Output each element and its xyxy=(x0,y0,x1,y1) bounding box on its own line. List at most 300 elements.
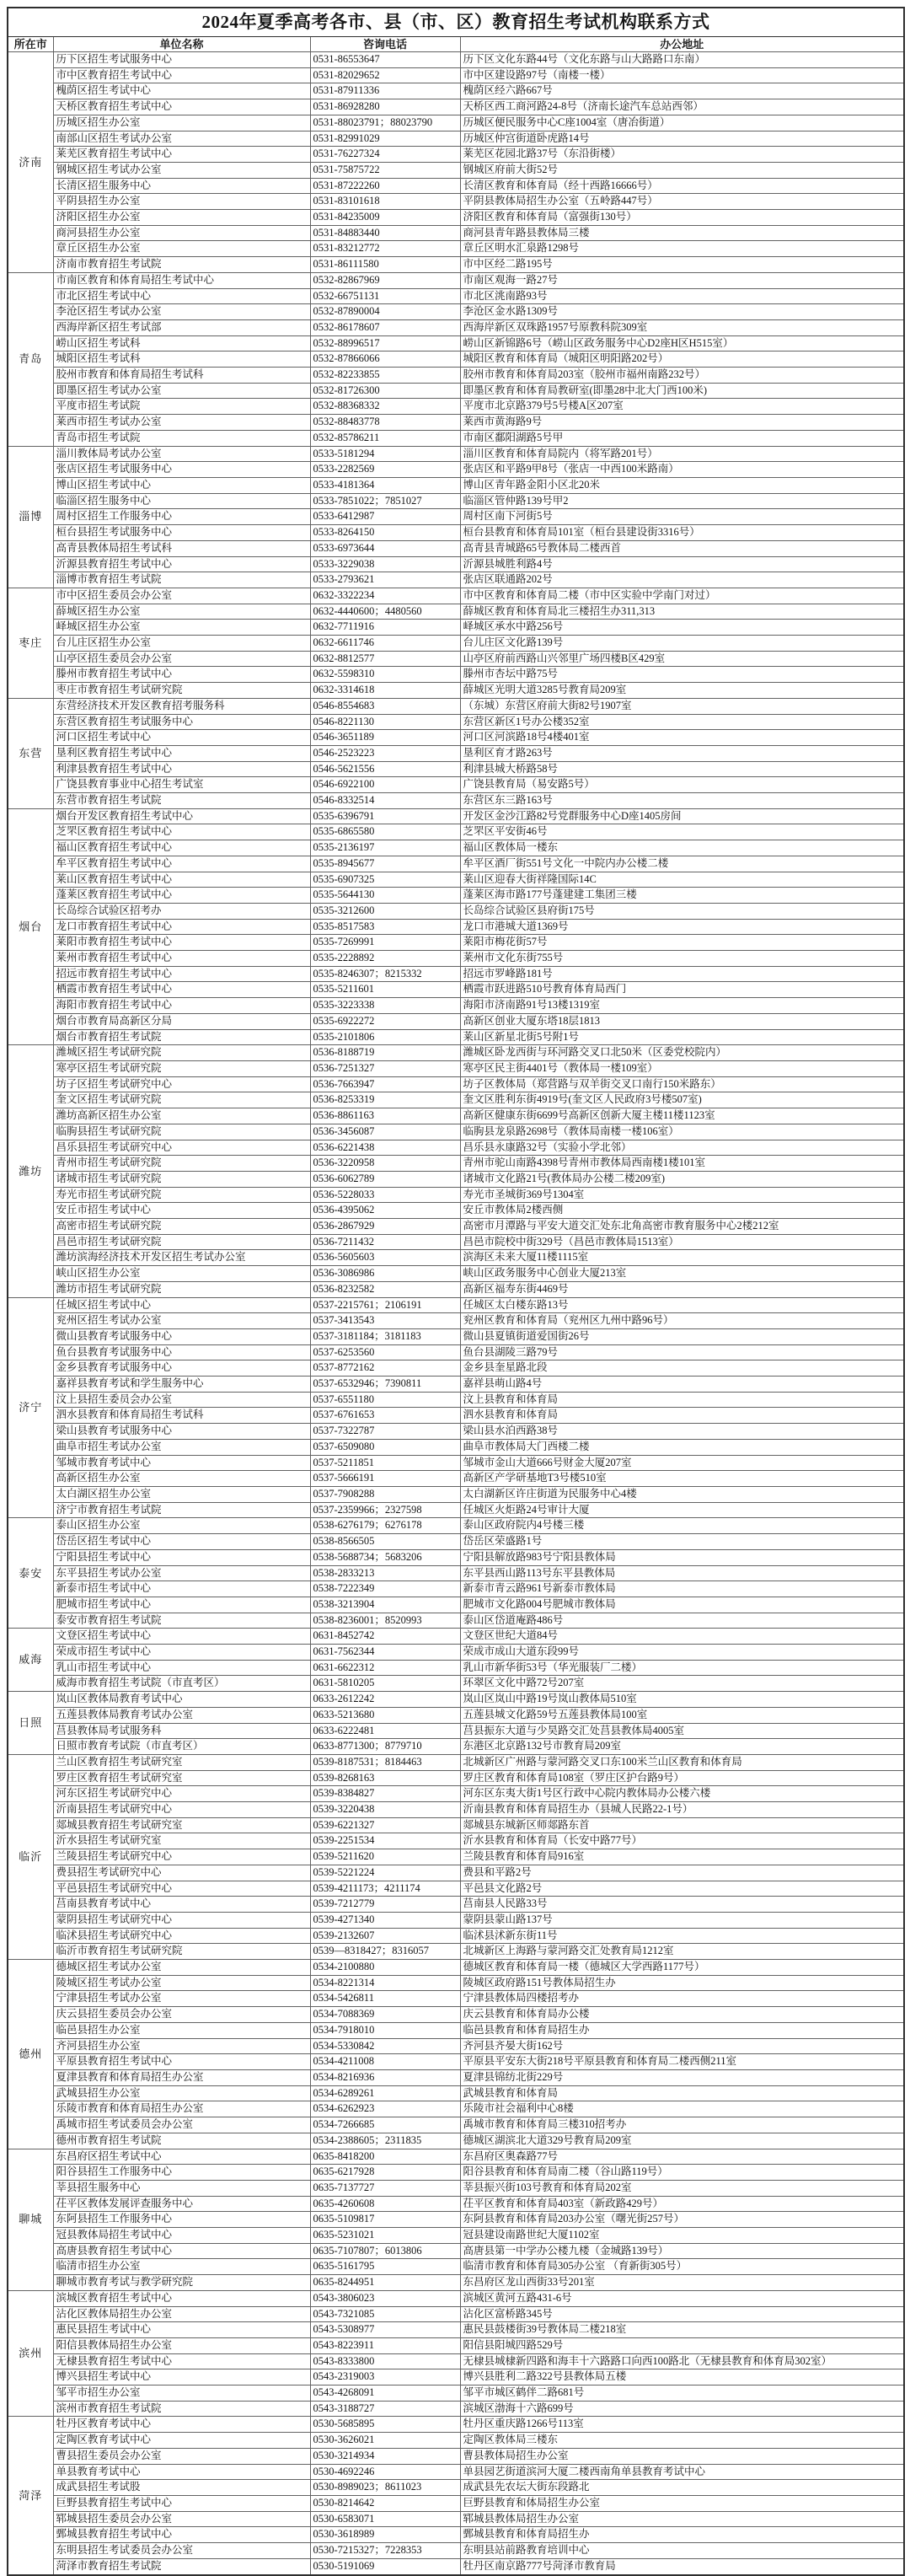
unit-cell: 河口区招生考试中心 xyxy=(53,730,310,746)
phone-cell: 0535-2101806 xyxy=(310,1029,460,1045)
phone-cell: 0635-8244951 xyxy=(310,2275,460,2291)
unit-cell: 博兴县招生考试中心 xyxy=(53,2369,310,2385)
table-row xyxy=(8,2290,904,2306)
table-row xyxy=(8,1629,904,1645)
address-cell: 坊子区教体局（郑营路与双羊街交叉口南行150米路东） xyxy=(460,1076,904,1092)
table-row xyxy=(8,194,904,210)
phone-cell: 0538-8236001；8520993 xyxy=(310,1613,460,1629)
phone-cell: 0534-6289261 xyxy=(310,2085,460,2101)
phone-cell: 0539-3220438 xyxy=(310,1802,460,1818)
unit-cell: 临沭县招生考试研究中心 xyxy=(53,1928,310,1944)
address-cell: 长岛综合试验区县府街175号 xyxy=(460,903,904,919)
address-cell: 即墨区教育和体育局教研室(即墨28中北大门西100米) xyxy=(460,383,904,399)
table-row xyxy=(8,982,904,998)
unit-cell: 新泰市招生考试中心 xyxy=(53,1581,310,1597)
address-cell: 张店区联通路202号 xyxy=(460,572,904,588)
table-row xyxy=(8,1108,904,1124)
table-row xyxy=(8,210,904,226)
table-row xyxy=(8,683,904,699)
table-row xyxy=(8,1092,904,1108)
table-row xyxy=(8,2511,904,2527)
unit-cell: 无棣县教育招生考试中心 xyxy=(53,2353,310,2369)
table-row xyxy=(8,1723,904,1739)
unit-cell: 蒙阴县招生考试研究中心 xyxy=(53,1912,310,1928)
phone-cell: 0535-5644130 xyxy=(310,888,460,904)
table-row xyxy=(8,1676,904,1692)
address-cell: 沂南县教育和体育局招生办（县城人民路22-1号） xyxy=(460,1802,904,1818)
address-cell: 滨城区黄河五路431-6号 xyxy=(460,2290,904,2306)
phone-cell: 0543-8223911 xyxy=(310,2337,460,2353)
phone-cell: 0536-8232582 xyxy=(310,1281,460,1297)
title-row xyxy=(8,8,904,37)
address-cell: 宁阳县解放路983号宁阳县教体局 xyxy=(460,1549,904,1565)
table-row xyxy=(8,903,904,919)
address-cell: 庆云县教育和体育局办公楼 xyxy=(460,2007,904,2023)
phone-cell: 0534-7266685 xyxy=(310,2117,460,2133)
phone-cell: 0535-2228892 xyxy=(310,951,460,967)
table-row xyxy=(8,509,904,525)
table-row xyxy=(8,288,904,304)
address-cell: 莱阳市梅花街57号 xyxy=(460,935,904,951)
table-row xyxy=(8,651,904,667)
address-cell: 金乡县奎星路北段 xyxy=(460,1360,904,1377)
address-cell: 历城区仲宫街道卧虎路14号 xyxy=(460,131,904,147)
address-cell: 东阿县教育和体育局203办公室（曙光街257号） xyxy=(460,2212,904,2228)
phone-cell: 0531-87911336 xyxy=(310,83,460,99)
unit-cell: 平原县教育招生考试中心 xyxy=(53,2054,310,2070)
address-cell: 茌平区教育和体育局403室（新政路429号） xyxy=(460,2196,904,2212)
phone-cell: 0530-8214642 xyxy=(310,2495,460,2511)
unit-cell: 成武县招生考试股 xyxy=(53,2480,310,2496)
phone-cell: 0533-4181364 xyxy=(310,477,460,493)
city-cell: 东营 xyxy=(8,698,53,808)
address-cell: 乳山市新华街53号（华光服装厂二楼） xyxy=(460,1660,904,1676)
unit-cell: 夏津县教育和体育局招生办公室 xyxy=(53,2070,310,2086)
unit-cell: 宁阳县招生考试中心 xyxy=(53,1549,310,1565)
address-cell: 海阳市济南路91号13楼1319室 xyxy=(460,998,904,1014)
table-row xyxy=(8,368,904,384)
phone-cell: 0539-2132607 xyxy=(310,1928,460,1944)
address-cell: 鄄城县教育和体育局招生办 xyxy=(460,2527,904,2543)
city-cell: 滨州 xyxy=(8,2290,53,2417)
table-row xyxy=(8,430,904,446)
phone-cell: 0531-84235009 xyxy=(310,210,460,226)
address-cell: 临沭县沭新东街11号 xyxy=(460,1928,904,1944)
table-row xyxy=(8,1881,904,1897)
phone-cell: 0546-2523223 xyxy=(310,745,460,761)
table-row xyxy=(8,588,904,604)
address-cell: 莱西市黄海路9号 xyxy=(460,415,904,431)
unit-cell: 芝罘区教育招生考试中心 xyxy=(53,824,310,840)
phone-cell: 0536-3086986 xyxy=(310,1266,460,1282)
address-cell: 利津县城大桥路58号 xyxy=(460,761,904,777)
table-row xyxy=(8,1565,904,1581)
table-row xyxy=(8,1297,904,1313)
phone-cell: 0537-2359966；2327598 xyxy=(310,1502,460,1518)
unit-cell: 博山区招生考试中心 xyxy=(53,477,310,493)
address-cell: 槐荫区经六路667号 xyxy=(460,83,904,99)
city-cell: 淄博 xyxy=(8,446,53,588)
table-row xyxy=(8,2417,904,2433)
table-row xyxy=(8,872,904,888)
phone-cell: 0633-8771300；8779710 xyxy=(310,1739,460,1755)
unit-cell: 济宁市教育招生考试院 xyxy=(53,1502,310,1518)
table-row xyxy=(8,1518,904,1534)
table-row xyxy=(8,1029,904,1045)
address-cell: 滕州市杏坛中路75号 xyxy=(460,667,904,683)
table-row xyxy=(8,1754,904,1770)
unit-cell: 台儿庄区招生办公室 xyxy=(53,636,310,652)
address-cell: 济阳区教育和体育局（富强街130号） xyxy=(460,210,904,226)
unit-cell: 栖霞市教育招生考试中心 xyxy=(53,982,310,998)
address-cell: 芝罘区平安街46号 xyxy=(460,824,904,840)
phone-cell: 0538-3213904 xyxy=(310,1597,460,1613)
address-cell: 台儿庄区文化路139号 xyxy=(460,636,904,652)
phone-cell: 0635-7137727 xyxy=(310,2180,460,2196)
phone-cell: 0535-8945677 xyxy=(310,856,460,872)
unit-cell: 汶上县招生委员会办公室 xyxy=(53,1392,310,1408)
phone-cell: 0632-6611746 xyxy=(310,636,460,652)
table-row xyxy=(8,399,904,415)
unit-cell: 市北区招生考试中心 xyxy=(53,288,310,304)
address-cell: 市中区经二路195号 xyxy=(460,257,904,273)
table-row xyxy=(8,178,904,194)
address-cell: 莱州市文化东街755号 xyxy=(460,951,904,967)
unit-cell: 莱芜区教育招生考试中心 xyxy=(53,147,310,163)
unit-cell: 钢城区招生考试办公室 xyxy=(53,162,310,178)
table-row xyxy=(8,2369,904,2385)
unit-cell: 定陶区教育考试中心 xyxy=(53,2433,310,2449)
phone-cell: 0535-5211601 xyxy=(310,982,460,998)
address-cell: 长清区教育和体育局（经十西路16666号） xyxy=(460,178,904,194)
unit-cell: 临朐县招生考试研究院 xyxy=(53,1124,310,1140)
unit-cell: 长清区招生服务中心 xyxy=(53,178,310,194)
phone-cell: 0536-7211432 xyxy=(310,1234,460,1250)
address-cell: 平度市北京路379号5号楼A区207室 xyxy=(460,399,904,415)
table-row xyxy=(8,1802,904,1818)
unit-cell: 岱岳区招生考试中心 xyxy=(53,1534,310,1550)
table-row xyxy=(8,1408,904,1424)
unit-cell: 菏泽市教育招生考试院 xyxy=(53,2558,310,2574)
address-cell: 博山区青年路金阳小区北20米 xyxy=(460,477,904,493)
unit-cell: 费县招生考试研究中心 xyxy=(53,1865,310,1881)
phone-cell: 0536-7663947 xyxy=(310,1076,460,1092)
unit-cell: 泗水县教育和体育局招生考试科 xyxy=(53,1408,310,1424)
unit-cell: 平邑县招生考试研究中心 xyxy=(53,1881,310,1897)
table-row xyxy=(8,966,904,982)
unit-cell: 单县教育考试中心 xyxy=(53,2464,310,2480)
unit-cell: 兰陵县招生考试研究中心 xyxy=(53,1849,310,1865)
phone-cell: 0543-4268091 xyxy=(310,2385,460,2402)
city-cell: 枣庄 xyxy=(8,588,53,698)
address-cell: 德城区教育和体育局一楼（德城区大学西路1177号） xyxy=(460,1960,904,1976)
table-row xyxy=(8,2495,904,2511)
address-cell: 昌邑市院校中街329号（昌邑市教体局1513室） xyxy=(460,1234,904,1250)
city-cell: 济宁 xyxy=(8,1297,53,1518)
unit-cell: 招远市教育招生考试中心 xyxy=(53,966,310,982)
address-cell: 无棣县城棣新四路和海丰十六路路口向西100路北（无棣县教育和体育局302室） xyxy=(460,2353,904,2369)
phone-cell: 0537-3413543 xyxy=(310,1313,460,1329)
address-cell: 郯城县东城新区师郯路东首 xyxy=(460,1817,904,1833)
phone-cell: 0535-7269991 xyxy=(310,935,460,951)
unit-cell: 威海市教育招生考试院（市直考区） xyxy=(53,1676,310,1692)
unit-cell: 南部山区招生考试办公室 xyxy=(53,131,310,147)
unit-cell: 桓台县招生考试服务中心 xyxy=(53,525,310,541)
city-cell: 威海 xyxy=(8,1629,53,1692)
unit-cell: 金乡县教育考试服务中心 xyxy=(53,1360,310,1377)
phone-cell: 0546-8221130 xyxy=(310,714,460,730)
address-cell: 滨城区渤海十六路699号 xyxy=(460,2401,904,2417)
table-row xyxy=(8,1455,904,1471)
unit-cell: 高唐县教育招生考试中心 xyxy=(53,2243,310,2259)
unit-cell: 嘉祥县教育考试和学生服务中心 xyxy=(53,1377,310,1393)
unit-cell: 鱼台县教育考试服务中心 xyxy=(53,1344,310,1360)
unit-cell: 海阳市教育招生考试中心 xyxy=(53,998,310,1014)
table-row xyxy=(8,2101,904,2117)
phone-cell: 0537-6509080 xyxy=(310,1439,460,1455)
phone-cell: 0546-5621556 xyxy=(310,761,460,777)
address-cell: 桓台县教育和体育局101室（桓台县建设街3316号） xyxy=(460,525,904,541)
table-row xyxy=(8,2180,904,2196)
phone-cell: 0534-7918010 xyxy=(310,2022,460,2038)
address-cell: 薛城区教育和体育局北三楼招生办311,313 xyxy=(460,604,904,620)
phone-cell: 0534-8221314 xyxy=(310,1975,460,1991)
phone-cell: 0532-88483778 xyxy=(310,415,460,431)
unit-cell: 兰山区教育招生考试研究室 xyxy=(53,1754,310,1770)
phone-cell: 0635-4260608 xyxy=(310,2196,460,2212)
table-row xyxy=(8,1928,904,1944)
address-cell: 太白湖新区许庄街道为民服务中心4楼 xyxy=(460,1486,904,1502)
address-cell: 李沧区金水路1309号 xyxy=(460,304,904,320)
address-cell: 沾化区富桥路345号 xyxy=(460,2306,904,2322)
address-cell: 滨海区未来大厦11楼1115室 xyxy=(460,1250,904,1266)
unit-cell: 龙口市教育招生考试中心 xyxy=(53,919,310,935)
phone-cell: 0536-3220958 xyxy=(310,1156,460,1172)
address-cell: 市中区教育和体育局二楼（市中区实验中学南门对过） xyxy=(460,588,904,604)
phone-cell: 0539-2251534 xyxy=(310,1833,460,1849)
phone-cell: 0536-5228033 xyxy=(310,1187,460,1203)
unit-cell: 槐荫区招生考试中心 xyxy=(53,83,310,99)
address-cell: 禹城市教育和体育局三楼310招考办 xyxy=(460,2117,904,2133)
phone-cell: 0530-4692246 xyxy=(310,2464,460,2480)
phone-cell: 0539-4211173；4211174 xyxy=(310,1881,460,1897)
address-cell: 微山县夏镇街道爱国街26号 xyxy=(460,1328,904,1344)
phone-cell: 0531-75875722 xyxy=(310,162,460,178)
address-cell: 薛城区光明大道3285号教育局209室 xyxy=(460,683,904,699)
table-row xyxy=(8,115,904,131)
phone-cell: 0632-7711916 xyxy=(310,620,460,636)
table-row xyxy=(8,840,904,856)
table-row xyxy=(8,1424,904,1440)
phone-cell: 0635-5161795 xyxy=(310,2259,460,2275)
table-row xyxy=(8,2306,904,2322)
phone-cell: 0632-3314618 xyxy=(310,683,460,699)
table-row xyxy=(8,2527,904,2543)
unit-cell: 烟台开发区教育招生考试中心 xyxy=(53,808,310,824)
unit-cell: 滨城区教育招生考试中心 xyxy=(53,2290,310,2306)
phone-cell: 0530-6583071 xyxy=(310,2511,460,2527)
table-row xyxy=(8,2054,904,2070)
phone-cell: 0535-8517583 xyxy=(310,919,460,935)
unit-cell: 武城县招生办公室 xyxy=(53,2085,310,2101)
phone-cell: 0531-76227324 xyxy=(310,147,460,163)
address-cell: 安丘市教体局2楼西侧 xyxy=(460,1203,904,1219)
address-cell: 章丘区明水汇泉路1298号 xyxy=(460,241,904,257)
phone-cell: 0532-85786211 xyxy=(310,430,460,446)
column-header-city: 所在市 xyxy=(8,37,53,52)
phone-cell: 0633-5213680 xyxy=(310,1707,460,1723)
phone-cell: 0632-5598310 xyxy=(310,667,460,683)
table-row xyxy=(8,1739,904,1755)
address-cell: 岚山区岚山中路19号岚山教体局510室 xyxy=(460,1692,904,1708)
unit-cell: 莱西市招生考试办公室 xyxy=(53,415,310,431)
table-row xyxy=(8,2212,904,2228)
table-row xyxy=(8,1817,904,1833)
table-row xyxy=(8,1613,904,1629)
table-row xyxy=(8,462,904,478)
phone-cell: 0631-5810205 xyxy=(310,1676,460,1692)
table-row xyxy=(8,1377,904,1393)
unit-cell: 青岛市招生考试院 xyxy=(53,430,310,446)
address-cell: 西海岸新区双珠路1957号原教科院309室 xyxy=(460,319,904,335)
header-row xyxy=(8,37,904,52)
address-cell: 沂源县城胜利路4号 xyxy=(460,556,904,572)
address-cell: 北城新区广州路与蒙河路交叉口东100米兰山区教育和体育局 xyxy=(460,1754,904,1770)
unit-cell: 广饶县教育事业中心招生考试室 xyxy=(53,777,310,793)
phone-cell: 0535-3223338 xyxy=(310,998,460,1014)
table-row xyxy=(8,1471,904,1487)
table-row xyxy=(8,2133,904,2149)
unit-cell: 周村区招生工作服务中心 xyxy=(53,509,310,525)
unit-cell: 西海岸新区招生考试部 xyxy=(53,319,310,335)
address-cell: 高新区福寿东街4469号 xyxy=(460,1281,904,1297)
address-cell: 阳信县阳城四路529号 xyxy=(460,2337,904,2353)
phone-cell: 0530-3626021 xyxy=(310,2433,460,2449)
address-cell: 潍城区卧龙西街与环河路交叉口北50米（区委党校院内） xyxy=(460,1045,904,1061)
table-row xyxy=(8,2038,904,2054)
unit-cell: 潍城区招生考试研究院 xyxy=(53,1045,310,1061)
table-row xyxy=(8,698,904,714)
unit-cell: 聊城市教育考试与教学研究院 xyxy=(53,2275,310,2291)
phone-cell: 0535-2136197 xyxy=(310,840,460,856)
unit-cell: 荣成市招生考试中心 xyxy=(53,1645,310,1661)
address-cell: 高唐县第一中学办公楼九楼（金城路139号） xyxy=(460,2243,904,2259)
address-cell: 龙口市港城大道1369号 xyxy=(460,919,904,935)
address-cell: 市北区洮南路93号 xyxy=(460,288,904,304)
address-cell: 莒县振东大道与少昊路交汇处莒县教体局4005室 xyxy=(460,1723,904,1739)
table-row xyxy=(8,793,904,809)
table-row xyxy=(8,2448,904,2464)
phone-cell: 0536-8253319 xyxy=(310,1092,460,1108)
table-row xyxy=(8,761,904,777)
unit-cell: 牡丹区教育考试中心 xyxy=(53,2417,310,2433)
phone-cell: 0536-8188719 xyxy=(310,1045,460,1061)
table-row xyxy=(8,1281,904,1297)
address-cell: 广饶县教育局（易安路5号） xyxy=(460,777,904,793)
table-row xyxy=(8,352,904,368)
city-cell: 青岛 xyxy=(8,272,53,446)
address-cell: 五莲县城文化路59号五莲县教体局100室 xyxy=(460,1707,904,1723)
address-cell: 崂山区新锦路6号（崂山区政务服务中心D2座H区H515室） xyxy=(460,335,904,352)
table-row xyxy=(8,1234,904,1250)
unit-cell: 沾化区教体局招生办公室 xyxy=(53,2306,310,2322)
unit-cell: 罗庄区教育招生考试研究室 xyxy=(53,1770,310,1786)
table-row xyxy=(8,1502,904,1518)
table-row xyxy=(8,1786,904,1802)
phone-cell: 0631-6622312 xyxy=(310,1660,460,1676)
address-cell: 德城区湖滨北大道329号教育局209室 xyxy=(460,2133,904,2149)
table-row xyxy=(8,1975,904,1991)
table-row xyxy=(8,745,904,761)
phone-cell: 0536-4395062 xyxy=(310,1203,460,1219)
unit-cell: 章丘区招生办公室 xyxy=(53,241,310,257)
address-cell: 文登区世纪大道84号 xyxy=(460,1629,904,1645)
table-row xyxy=(8,951,904,967)
address-cell: 兖州区教育和体育局（兖州区九州中路96号） xyxy=(460,1313,904,1329)
address-cell: 蒙阴县蒙山路137号 xyxy=(460,1912,904,1928)
unit-cell: 乳山市招生考试中心 xyxy=(53,1660,310,1676)
address-cell: 环翠区文化中路72号207室 xyxy=(460,1676,904,1692)
table-row xyxy=(8,667,904,683)
table-row xyxy=(8,824,904,840)
phone-cell: 0531-86111580 xyxy=(310,257,460,273)
unit-cell: 济阳区招生办公室 xyxy=(53,210,310,226)
unit-cell: 枣庄市教育招生考试研究院 xyxy=(53,683,310,699)
unit-cell: 德城区招生考试办公室 xyxy=(53,1960,310,1976)
address-cell: 齐河县齐晏大街162号 xyxy=(460,2038,904,2054)
table-row xyxy=(8,1061,904,1077)
phone-cell: 0539-5221224 xyxy=(310,1865,460,1881)
unit-cell: 微山县教育考试服务中心 xyxy=(53,1328,310,1344)
phone-cell: 0531-86553647 xyxy=(310,52,460,68)
address-cell: 惠民县鼓楼街39号教体局二楼218室 xyxy=(460,2322,904,2338)
phone-cell: 0537-6551180 xyxy=(310,1392,460,1408)
phone-cell: 0546-8332514 xyxy=(310,793,460,809)
address-cell: 山亭区府前西路山兴邻里广场四楼B区429室 xyxy=(460,651,904,667)
unit-cell: 茌平区教体发展评查服务中心 xyxy=(53,2196,310,2212)
phone-cell: 0534-5330842 xyxy=(310,2038,460,2054)
phone-cell: 0534-8216936 xyxy=(310,2070,460,2086)
contact-table xyxy=(7,7,905,2576)
unit-cell: 潍坊市招生考试研究院 xyxy=(53,1281,310,1297)
phone-cell: 0535-6922272 xyxy=(310,1013,460,1029)
unit-cell: 五莲县教体局教育考试办公室 xyxy=(53,1707,310,1723)
unit-cell: 宁津县招生考试办公室 xyxy=(53,1991,310,2007)
city-cell: 济南 xyxy=(8,52,53,273)
phone-cell: 0536-5605603 xyxy=(310,1250,460,1266)
unit-cell: 昌乐县招生考试研究中心 xyxy=(53,1140,310,1156)
phone-cell: 0539-8384827 xyxy=(310,1786,460,1802)
address-cell: 曹县教体局招生办公室 xyxy=(460,2448,904,2464)
address-cell: 沂水县教育和体育局（长安中路77号） xyxy=(460,1833,904,1849)
unit-cell: 沂南县招生考试研究中心 xyxy=(53,1802,310,1818)
address-cell: 费县和平路2号 xyxy=(460,1865,904,1881)
phone-cell: 0537-7908288 xyxy=(310,1486,460,1502)
phone-cell: 0532-82233855 xyxy=(310,368,460,384)
unit-cell: 临沂市教育招生考试研究院 xyxy=(53,1944,310,1960)
table-row xyxy=(8,777,904,793)
phone-cell: 0539-5211620 xyxy=(310,1849,460,1865)
unit-cell: 东营经济技术开发区教育招考服务科 xyxy=(53,698,310,714)
phone-cell: 0532-82867969 xyxy=(310,272,460,288)
unit-cell: 鄄城县教育招生考试中心 xyxy=(53,2527,310,2543)
table-row xyxy=(8,935,904,951)
phone-cell: 0531-88023791；88023790 xyxy=(310,115,460,131)
unit-cell: 济南市教育招生考试院 xyxy=(53,257,310,273)
phone-cell: 0539-8268163 xyxy=(310,1770,460,1786)
table-row xyxy=(8,1660,904,1676)
unit-cell: 烟台市教育局高新区分局 xyxy=(53,1013,310,1029)
